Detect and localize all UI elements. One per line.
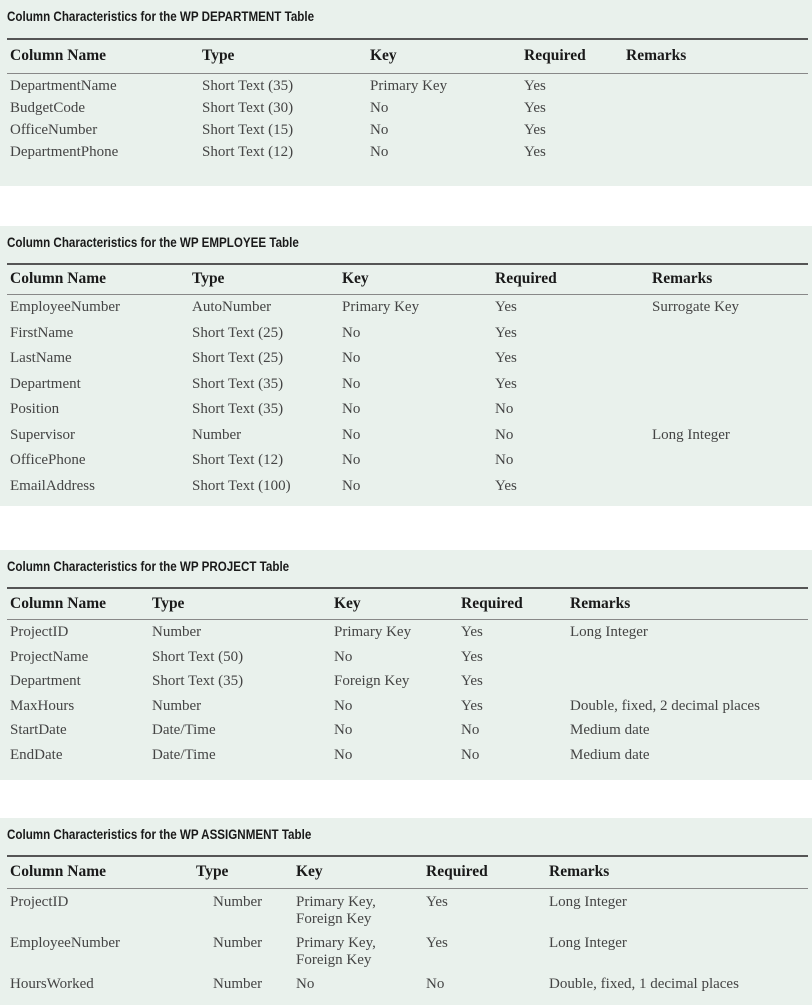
cell-key: No [342,324,361,341]
cell-line: Primary Key, [296,894,376,910]
cell-type: AutoNumber [192,299,272,315]
cell-type: Short Text (35) [202,78,294,94]
cell-column-name: LastName [10,350,72,366]
cell-remarks: Medium date [570,746,650,763]
header-required: Required [524,47,586,64]
cell-column-name: Department [10,673,81,689]
header-key: Key [296,863,323,880]
cell-line: Foreign Key [296,911,372,927]
header-divider [7,888,808,889]
cell-key: No [334,697,353,714]
header-column-name: Column Name [10,47,107,64]
table-top-rule [7,587,808,589]
header-column-name: Column Name [10,863,107,880]
cell-type: Number [213,935,263,951]
cell-column-name: OfficeNumber [10,122,98,138]
header-remarks: Remarks [652,270,713,287]
cell-column-name: BudgetCode [10,100,85,116]
cell-column-name: OfficePhone [10,452,86,468]
cell-line: Foreign Key [296,952,372,968]
cell-key: No [334,746,353,763]
table-top-rule [7,38,808,40]
project-table [0,550,812,780]
header-remarks: Remarks [570,595,631,612]
cell-key: Primary Key [370,78,448,94]
cell-required: No [495,401,514,417]
cell-column-name: StartDate [10,722,67,738]
cell-key: Primary Key [342,299,420,315]
header-type: Type [196,863,229,880]
cell-key: No [342,426,361,443]
table-title: Column Characteristics for the WP DEPARTMENT Table [7,9,315,24]
header-type: Type [202,47,235,64]
employee-table [0,226,812,506]
cell-required: No [495,452,514,468]
header-divider [7,294,808,295]
table-title: Column Characteristics for the WP PROJECT Table [7,559,290,574]
cell-required: Yes [495,299,517,315]
cell-key: No [342,350,361,366]
cell-type: Short Text (15) [202,122,294,138]
cell-required: Yes [426,894,448,910]
cell-remarks: Long Integer [652,426,730,443]
cell-type: Short Text (25) [192,324,284,341]
header-type: Type [152,595,185,612]
cell-column-name: FirstName [10,324,74,341]
cell-column-name: Supervisor [10,426,75,443]
cell-type: Short Text (35) [192,375,284,392]
header-remarks: Remarks [626,47,687,64]
cell-type: Number [152,624,202,640]
cell-type: Short Text (35) [152,673,244,689]
cell-required: Yes [461,624,483,640]
table-title: Column Characteristics for the WP EMPLOYEE Table [7,235,299,250]
cell-column-name: EmployeeNumber [10,935,120,951]
cell-column-name: EndDate [10,746,63,763]
header-required: Required [426,863,488,880]
cell-required: Yes [495,350,517,366]
cell-type: Short Text (12) [192,452,284,468]
cell-required: Yes [495,324,517,341]
cell-type: Number [192,426,242,443]
cell-type: Short Text (35) [192,401,284,417]
cell-key: No [334,722,353,738]
table-title: Column Characteristics for the WP ASSIGNMENT Table [7,827,312,842]
cell-type: Short Text (12) [202,144,294,160]
cell-type: Short Text (25) [192,350,284,366]
cell-key: No [370,100,389,116]
cell-remarks: Long Integer [570,624,648,640]
cell-required: Yes [495,375,517,392]
cell-key: No [370,144,389,160]
cell-required: Yes [461,648,483,665]
cell-required: Yes [426,935,448,951]
cell-required: No [426,976,445,992]
header-divider [7,619,808,620]
cell-required: Yes [524,78,546,94]
cell-remarks: Long Integer [549,894,627,910]
cell-required: Yes [461,673,483,689]
cell-required: Yes [461,697,483,714]
cell-required: Yes [524,100,546,116]
cell-column-name: ProjectID [10,624,69,640]
header-remarks: Remarks [549,863,610,880]
cell-required: No [495,426,514,443]
cell-type: Short Text (100) [192,477,291,494]
cell-column-name: ProjectName [10,648,89,665]
cell-key: No [370,122,389,138]
cell-key: No [342,401,361,417]
cell-required: No [461,746,480,763]
department-table [0,0,812,186]
cell-column-name: DepartmentName [10,78,117,94]
cell-remarks: Double, fixed, 1 decimal places [549,976,739,992]
cell-key: No [342,375,361,392]
cell-key: No [342,477,361,494]
cell-key: No [342,452,361,468]
header-divider [7,73,808,74]
header-column-name: Column Name [10,595,107,612]
assignment-table [0,818,812,1005]
header-key: Key [342,270,369,287]
header-required: Required [461,595,523,612]
cell-required: Yes [524,144,546,160]
cell-key [296,894,376,928]
cell-remarks: Medium date [570,722,650,738]
header-type: Type [192,270,225,287]
cell-type: Date/Time [152,746,216,763]
cell-required: No [461,722,480,738]
cell-key: No [296,976,315,992]
header-key: Key [334,595,361,612]
cell-column-name: EmailAddress [10,477,95,494]
cell-type: Date/Time [152,722,216,738]
table-top-rule [7,855,808,857]
header-key: Key [370,47,397,64]
cell-column-name: MaxHours [10,697,75,714]
header-required: Required [495,270,557,287]
cell-column-name: DepartmentPhone [10,144,119,160]
cell-remarks: Surrogate Key [652,299,740,315]
cell-column-name: Position [10,401,60,417]
cell-column-name: HoursWorked [10,976,94,992]
cell-type: Short Text (30) [202,100,294,116]
cell-remarks: Long Integer [549,935,627,951]
header-column-name: Column Name [10,270,107,287]
cell-key: Foreign Key [334,673,410,689]
cell-key: No [334,648,353,665]
cell-type: Short Text (50) [152,648,244,665]
cell-required: Yes [524,122,546,138]
cell-key [296,935,376,969]
cell-column-name: ProjectID [10,894,69,910]
cell-required: Yes [495,477,517,494]
cell-line: Primary Key, [296,935,376,951]
cell-type: Number [152,697,202,714]
cell-column-name: EmployeeNumber [10,299,120,315]
cell-key: Primary Key [334,624,412,640]
cell-type: Number [213,894,263,910]
cell-column-name: Department [10,375,81,392]
cell-remarks: Double, fixed, 2 decimal places [570,697,760,714]
table-top-rule [7,263,808,265]
cell-type: Number [213,976,263,992]
